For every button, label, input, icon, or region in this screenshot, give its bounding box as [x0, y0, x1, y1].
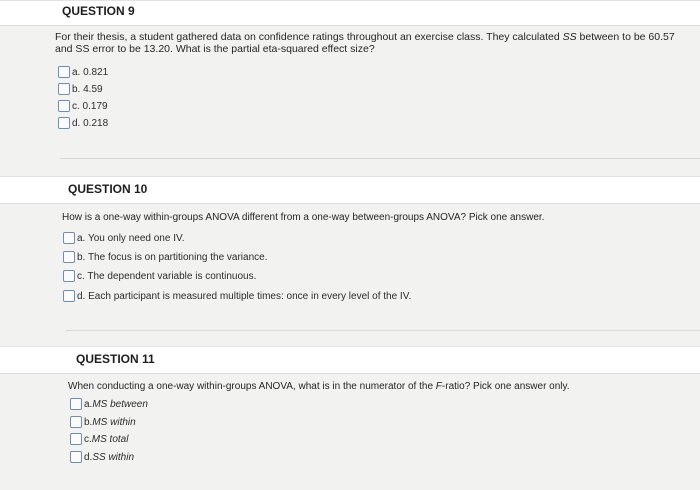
checkbox[interactable]: [58, 66, 70, 78]
option-label: b. The focus is on partitioning the variance.: [77, 251, 268, 263]
question-11-option-d[interactable]: [70, 451, 134, 463]
question-11-prompt-f: F: [435, 381, 442, 392]
question-11-option-a[interactable]: [70, 398, 148, 410]
question-11-option-b[interactable]: [70, 416, 136, 428]
question-10-option-d[interactable]: [63, 290, 411, 302]
question-10-title: QUESTION 10: [68, 182, 148, 196]
option-prefix: d.: [84, 451, 93, 463]
option-label: MS between: [92, 398, 148, 410]
question-11-prompt: [68, 381, 570, 393]
question-9-prompt: [55, 31, 695, 55]
checkbox[interactable]: [63, 270, 75, 282]
option-label: c. 0.179: [72, 100, 108, 112]
question-11-title: QUESTION 11: [76, 352, 155, 366]
question-9-option-c[interactable]: [58, 100, 108, 112]
checkbox[interactable]: [58, 117, 70, 129]
question-10-option-b[interactable]: [63, 251, 267, 263]
checkbox[interactable]: [63, 290, 75, 302]
question-9-option-b[interactable]: [58, 83, 103, 95]
option-label: SS within: [92, 451, 135, 463]
question-9-option-d[interactable]: [58, 117, 108, 129]
checkbox[interactable]: [70, 398, 82, 410]
option-label: b. 4.59: [72, 83, 103, 95]
option-label: c. The dependent variable is continuous.: [77, 270, 257, 282]
divider: [60, 158, 700, 159]
checkbox[interactable]: [63, 251, 75, 263]
question-10-option-c[interactable]: [63, 270, 256, 282]
question-10-option-a[interactable]: [63, 232, 185, 244]
option-label: d. 0.218: [72, 117, 109, 129]
option-label: d. Each participant is measured multiple times: once in every level of the IV.: [77, 290, 412, 302]
question-11-prompt-part: -ratio? Pick one answer only.: [441, 381, 570, 392]
checkbox[interactable]: [58, 100, 70, 112]
question-11-prompt-part: When conducting a one-way within-groups ANOVA, what is in the numerator of the: [68, 381, 436, 392]
question-9-prompt-part: between to be 60.57: [576, 31, 675, 43]
option-prefix: c.: [84, 433, 92, 445]
checkbox[interactable]: [58, 83, 70, 95]
question-9-prompt-part: For their thesis, a student gathered data on confidence ratings throughout an exercise class. They calculated: [55, 31, 563, 43]
option-prefix: a.: [84, 398, 93, 410]
question-9-title: QUESTION 9: [62, 4, 135, 18]
checkbox[interactable]: [63, 232, 75, 244]
question-10-prompt: How is a one-way within-groups ANOVA different from a one-way between-groups ANOVA? Pick one answer.: [62, 212, 545, 223]
option-label: a. You only need one IV.: [77, 232, 185, 244]
option-label: MS within: [92, 416, 136, 428]
question-9-prompt-part: and SS error to be 13.20. What is the partial eta-squared effect size?: [55, 43, 375, 55]
divider: [66, 330, 700, 331]
option-label: MS total: [91, 433, 129, 445]
question-9-prompt-ss: SS: [562, 31, 577, 43]
option-prefix: b.: [84, 416, 93, 428]
option-label: a. 0.821: [72, 66, 109, 78]
question-11-option-c[interactable]: [70, 433, 128, 445]
question-9-option-a[interactable]: [58, 66, 108, 78]
checkbox[interactable]: [70, 433, 82, 445]
checkbox[interactable]: [70, 416, 82, 428]
checkbox[interactable]: [70, 451, 82, 463]
